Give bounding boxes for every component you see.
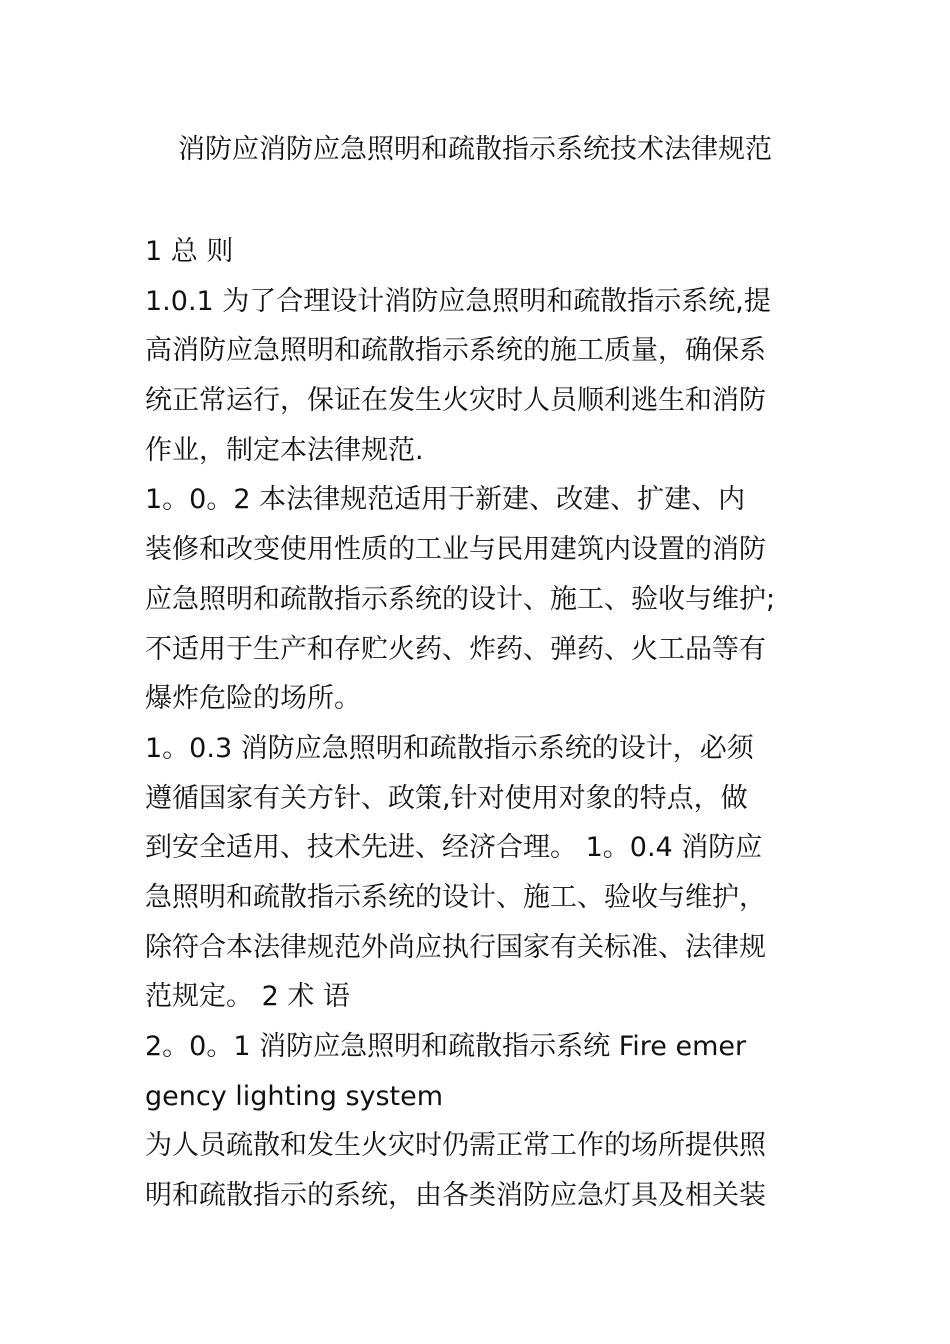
text-line: 高消防应急照明和疏散指示系统的施工质量，确保系 xyxy=(145,335,766,367)
text-line: 统正常运行，保证在发生火灾时人员顺利逃生和消防 xyxy=(145,385,766,417)
text-line: 1。0.3 消防应急照明和疏散指示系统的设计，必须 xyxy=(145,732,754,764)
text-line: 到安全适用、技术先进、经济合理。 1。0.4 消防应 xyxy=(145,832,763,864)
text-line: gency lighting system xyxy=(145,1080,444,1112)
text-line: 1.0.1 为了合理设计消防应急照明和疏散指示系统,提 xyxy=(145,285,771,317)
text-line: 作业，制定本法律规范. xyxy=(145,434,424,466)
text-line: 1。0。2 本法律规范适用于新建、改建、扩建、内 xyxy=(145,484,746,516)
text-line: 爆炸危险的场所。 xyxy=(145,683,361,715)
text-line: 不适用于生产和存贮火药、炸药、弹药、火工品等有 xyxy=(145,633,766,665)
text-line: 应急照明和疏散指示系统的设计、施工、验收与维护; xyxy=(145,583,776,615)
document-body xyxy=(145,227,825,1221)
text-line: 遵循国家有关方针、政策,针对使用对象的特点，做 xyxy=(145,782,748,814)
text-line: 急照明和疏散指示系统的设计、施工、验收与维护， xyxy=(145,881,766,913)
document-title: 消防应消防应急照明和疏散指示系统技术法律规范 xyxy=(178,134,772,165)
section-heading-general: 1 总 则 xyxy=(145,236,234,267)
text-line: 明和疏散指示的系统，由各类消防应急灯具及相关装 xyxy=(145,1180,766,1212)
text-line: 范规定。 2 术 语 xyxy=(145,981,350,1013)
text-line: 2。0。1 消防应急照明和疏散指示系统 Fire emer xyxy=(145,1031,747,1062)
text-line: 装修和改变使用性质的工业与民用建筑内设置的消防 xyxy=(145,534,766,566)
text-line: 除符合本法律规范外尚应执行国家有关标准、法律规 xyxy=(145,931,766,963)
text-line: 为人员疏散和发生火灾时仍需正常工作的场所提供照 xyxy=(145,1130,766,1162)
